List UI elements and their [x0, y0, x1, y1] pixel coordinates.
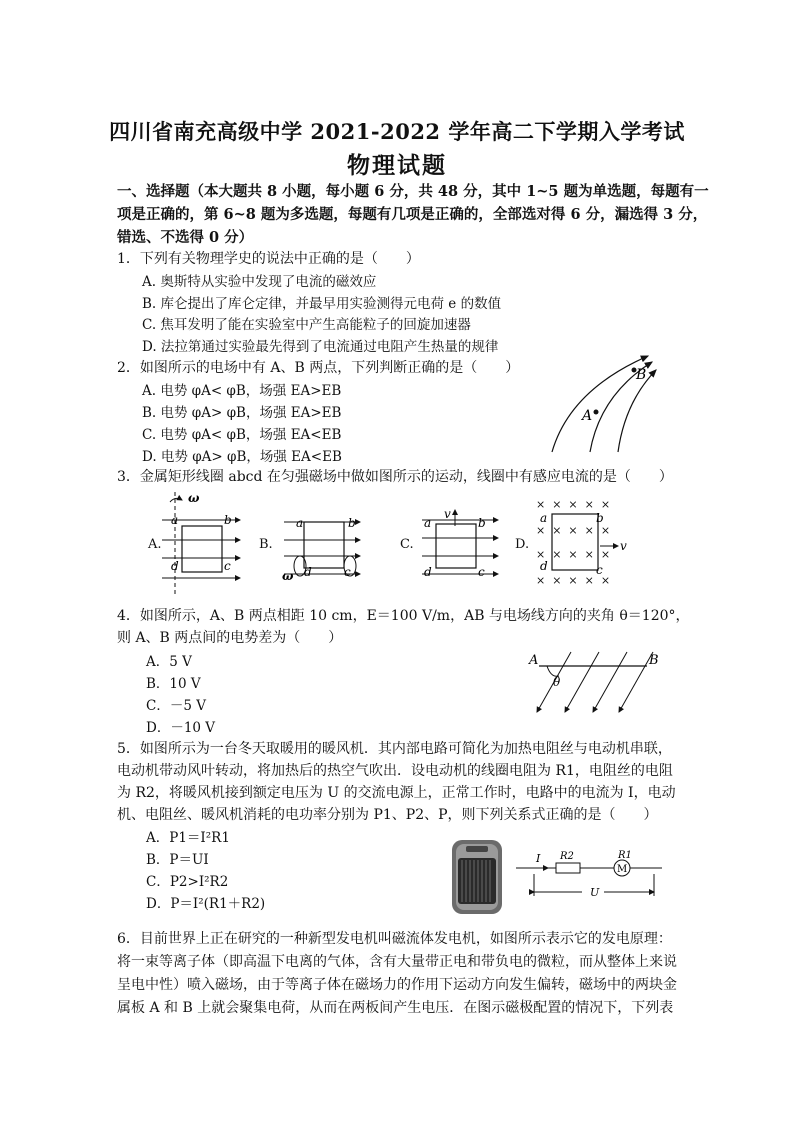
q4-option-a: A．5 V [146, 654, 192, 670]
svg-text:v: v [444, 507, 451, 521]
q2-option-a: A. 电势 φA< φB，场强 EA>EB [142, 383, 342, 399]
q5-line4: 机、电阻丝、暖风机消耗的电功率分别为 P1、P2、P，则下列关系式正确的是（ ） [117, 807, 658, 823]
q2-option-d: D. 电势 φA> φB，场强 EA<EB [142, 449, 342, 465]
q2-field-lines-figure [540, 350, 670, 460]
q6-line1: 6．目前世界上正在研究的一种新型发电机叫磁流体发电机，如图所示表示它的发电原理： [117, 931, 672, 947]
svg-text:ω: ω [188, 491, 200, 505]
svg-text:U: U [590, 886, 600, 899]
q1-option-b: B. 库仑提出了库仑定律，并最早用实验测得元电荷 e 的数值 [142, 296, 502, 312]
svg-text:d: d [424, 565, 432, 579]
exam-subtitle: 物理试题 [347, 152, 447, 179]
svg-text:d: d [540, 559, 548, 573]
svg-text:b: b [478, 516, 486, 530]
q6-line2: 将一束等离子体（即高温下电离的气体，含有大量带正电和带负电的微粒，而从整体上来说 [117, 954, 677, 970]
q3-option-a-label: A. [148, 537, 162, 552]
point-a-label: A [582, 408, 593, 424]
svg-text:× × × × ×: × × × × × [536, 548, 611, 561]
svg-text:ω: ω [282, 569, 294, 583]
svg-text:b: b [596, 511, 604, 525]
section-heading-line2: 项是正确的，第 6~8 题为多选题，每题有几项是正确的，全部选对得 6 分，漏选得 3 分， [117, 206, 708, 223]
svg-text:B: B [649, 653, 659, 668]
point-a-dot [594, 410, 599, 415]
svg-text:b: b [348, 516, 356, 530]
svg-text:c: c [596, 563, 603, 577]
q2-option-c: C. 电势 φA< φB，场强 EA<EB [142, 427, 342, 443]
point-b-label: B [636, 367, 647, 383]
svg-text:d: d [171, 559, 179, 573]
svg-text:a: a [540, 511, 548, 525]
q5-option-d: D．P＝I²(R1＋R2) [146, 896, 266, 912]
q5-option-c: C．P2>I²R2 [146, 874, 229, 890]
q4-option-c: C．－5 V [146, 698, 206, 714]
q4-stem-line1: 4．如图所示，A、B 两点相距 10 cm，E＝100 V/m，AB 与电场线方向的夹角 θ＝120°， [117, 608, 690, 624]
svg-text:× × × × ×: × × × × × [536, 574, 611, 587]
section-heading-line1: 一、选择题（本大题共 8 小题，每小题 6 分，共 48 分，其中 1~5 题为单选题，每题有一 [117, 183, 709, 200]
svg-text:θ: θ [553, 675, 561, 689]
q3-stem: 3．金属矩形线圈 abcd 在匀强磁场中做如图所示的运动，线圈中有感应电流的是（ ） [117, 469, 673, 485]
svg-text:c: c [224, 559, 231, 573]
svg-text:c: c [478, 565, 485, 579]
q4-field-figure [525, 648, 675, 718]
svg-text:a: a [424, 516, 432, 530]
svg-text:× × × × ×: × × × × × [536, 498, 611, 511]
q2-option-b: B. 电势 φA> φB，场强 EA>EB [142, 405, 342, 421]
q3-figure-c [418, 500, 508, 590]
heater-image [448, 836, 506, 918]
svg-text:b: b [224, 513, 232, 527]
q1-option-d: D. 法拉第通过实验最先得到了电流通过电阻产生热量的规律 [142, 339, 499, 355]
q5-line1: 5．如图所示为一台冬天取暖用的暖风机．其内部电路可简化为加热电阻丝与电动机串联， [117, 741, 672, 757]
q5-option-a: A．P1＝I²R1 [146, 830, 230, 846]
q5-circuit-figure [512, 848, 672, 914]
q3-figure-d [532, 494, 632, 594]
svg-text:M: M [617, 864, 628, 875]
svg-text:R2: R2 [560, 851, 574, 862]
q3-option-d-label: D. [515, 537, 530, 552]
q1-option-a: A. 奥斯特从实验中发现了电流的磁效应 [142, 274, 377, 290]
svg-text:R1: R1 [618, 850, 632, 861]
q4-stem-line2: 则 A、B 两点间的电势差为（ ） [117, 630, 343, 646]
q2-stem: 2．如图所示的电场中有 A、B 两点，下列判断正确的是（ ） [117, 360, 520, 376]
q1-stem: 1．下列有关物理学史的说法中正确的是（ ） [117, 251, 420, 267]
q4-option-b: B．10 V [146, 676, 201, 692]
exam-title: 四川省南充高级中学 2021-2022 学年高二下学期入学考试 [109, 119, 685, 144]
svg-text:a: a [296, 516, 304, 530]
q5-option-b: B．P＝UI [146, 852, 209, 868]
cross-row-2: × × × × × [536, 524, 611, 537]
q3-figure-b [280, 500, 375, 590]
svg-text:v: v [620, 539, 627, 553]
svg-text:a: a [171, 513, 179, 527]
q3-figure-a [160, 488, 250, 598]
q6-line3: 呈电中性）喷入磁场，由于等离子体在磁场力的作用下运动方向发生偏转，磁场中的两块金 [117, 977, 677, 993]
q3-option-c-label: C. [400, 537, 414, 552]
q1-option-c: C. 焦耳发明了能在实验室中产生高能粒子的回旋加速器 [142, 317, 471, 333]
svg-text:A: A [529, 653, 539, 668]
q6-line4: 属板 A 和 B 上就会聚集电荷，从而在两板间产生电压．在图示磁极配置的情况下，下列表 [117, 1000, 674, 1016]
svg-text:I: I [536, 852, 541, 865]
q5-line2: 电动机带动风叶转动，将加热后的热空气吹出．设电动机的线圈电阻为 R1，电阻丝的电阻 [117, 763, 673, 779]
q5-line3: 为 R2，将暖风机接到额定电压为 U 的交流电源上，正常工作时，电路中的电流为 I，电动 [117, 785, 676, 801]
svg-text:c: c [344, 565, 351, 579]
q4-option-d: D．－10 V [146, 720, 216, 736]
section-heading-line3: 错选、不选得 0 分） [117, 229, 254, 246]
q3-option-b-label: B. [259, 537, 273, 552]
svg-text:d: d [304, 565, 312, 579]
